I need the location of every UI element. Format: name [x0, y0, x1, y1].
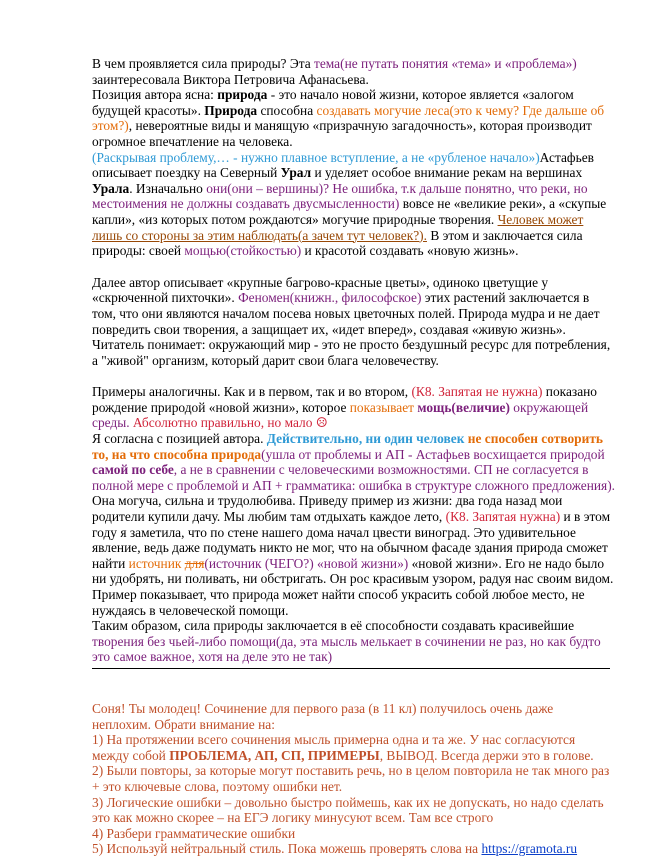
text: Таким образом, сила природы заключается в её способности создавать красивейшие	[92, 618, 575, 634]
comment-forests: создавать могучие леса(это к чему? Где дальше об этом?)	[92, 102, 605, 134]
text: и уделяет особое внимание рекам на вершинах	[311, 165, 583, 181]
text: Она могуча, сильна и трудолюбива. Приведу пример из жизни: два года назад мои родители купили дачу. Мы любим там отдыхать каждое лето,	[92, 493, 563, 525]
essay-paragraph-6	[92, 431, 615, 618]
feedback-item-4: 4) Разбери грамматические ошибки	[92, 825, 296, 841]
text: способна	[257, 102, 317, 118]
text: В чем проявляется сила природы? Эта	[92, 56, 314, 71]
text: 1) На протяжении всего сочинения мысль примерна одна и та же. У нас согласуются между собой	[92, 732, 576, 763]
text: Астафьев описывает поездку на Северный	[92, 149, 594, 181]
text: , ВЫВОД. Всегда держи это в голове.	[379, 747, 594, 763]
feedback-intro: Соня! Ты молодец! Сочинение для первого раза (в 11 кл) получилось очень даже неплохим. Обрати внимание на:	[92, 700, 554, 732]
essay-paragraph-3	[92, 150, 615, 259]
text: 5) Используй нейтральный стиль. Пока можешь проверять слова на	[92, 841, 482, 857]
comment-phenomenon: Феномен(книжн., философское)	[238, 290, 422, 306]
feedback-item-3: 3) Логические ошибки – довольно быстро поймешь, как их не допускать, но надо сделать это как можно скорее – на ЕГЭ логику минусуют всем. Там все строго	[92, 794, 604, 826]
text: и красотой создавать «новую жизнь».	[301, 243, 519, 259]
comment-position-bold: самой по себе	[92, 462, 174, 478]
gramota-link[interactable]: https://gramota.ru	[481, 841, 578, 857]
text: вовсе не «великие реки», а «скупые капли», «из которых потом рождаются» могучие природные творения.	[92, 196, 607, 227]
bold-keyword: Урала	[92, 180, 130, 196]
text: «новой жизни». Его не надо было ни удобрять, ни поливать, ни обстригать. Он рос красивым узором, радуя нас своим видом. Пример показывает, что природа может найти способ украсить собой любое место, не нуждаясь в человеческой помощи.	[92, 555, 614, 618]
feedback-item-1	[92, 732, 615, 763]
text: . Изначально	[129, 180, 207, 196]
text: этих растений заключается в том, что они являются началом посева новых цветочных полей. Природа мудра и не дает повредить свои творения, а защищает их, «идет вперед», создавая «живую жизнь». Читатель понимает: окружающий мир - это не просто бездушный ресурс для потребления, а "живой" организм, который дарит свои блага человечеству.	[92, 290, 611, 368]
comment-source: источник	[128, 555, 185, 571]
comment-position: (ушла от проблемы и АП - Астафьев восхищается природой	[261, 446, 605, 462]
feedback-item-2: 2) Были повторы, за которые могут поставить речь, но в целом повторила не так много раз + это ключевые слова, поэтому ошибки нет.	[92, 763, 610, 794]
essay-conclusion	[92, 618, 615, 665]
comment-power: мощью(стойкостью)	[184, 243, 302, 259]
text: Далее автор описывает «крупные багрово-красные цветы», одиноко цветущие у «скрюченной пихточки».	[92, 274, 549, 306]
text: В этом и заключается сила природы: своей	[92, 227, 583, 259]
bold-keyword: Урал	[280, 165, 312, 181]
highlight-capable: не способен сотворить то, на что способна природа	[92, 431, 604, 462]
text: Я согласна с позицией автора.	[92, 431, 267, 447]
bold-keyword: природа	[217, 87, 268, 103]
text: , невероятные виды и манящую «призрачную загадочность», которая производит огромное впечатление на человека.	[92, 118, 592, 149]
bold-keyword: Природа	[204, 102, 258, 118]
comment-theme: тема(не путать понятия «тема» и «проблема»)	[314, 56, 577, 71]
comment-human: Человек может лишь со стороны за этим наблюдать(а зачем тут человек?).	[92, 211, 584, 243]
text: Позиция автора ясна:	[92, 87, 218, 103]
comment-conclusion: творения без чьей-либо помощи(да, эта мысль мелькает в сочинении не раз, но как будто это самое важное, хотя на деле это не так)	[92, 633, 601, 665]
comment-pronoun: они(они – вершины)? Не ошибка, т.к дальше понятно, что реки, но местоимения не должны создавать двусмысленности)	[92, 180, 588, 212]
text: Примеры аналогичны. Как и в первом, так и во втором,	[92, 384, 412, 400]
comment-source-question: (источник (ЧЕГО?) «новой жизни»)	[204, 555, 409, 571]
text: заинтересовала Виктора Петровича Афанасьева.	[92, 71, 369, 87]
essay-document	[92, 56, 615, 857]
comment-repeat: показывает	[349, 399, 415, 415]
comment-k8-comma-needed: (К8. Запятая нужна)	[445, 509, 561, 525]
text: показано рождение природой «новой жизни», которое	[92, 384, 598, 415]
teacher-feedback	[92, 701, 615, 857]
bold-keyword: ПРОБЛЕМА, АП, СП, ПРИМЕРЫ	[169, 747, 380, 763]
highlight-nobody: Действительно, ни один человек	[266, 431, 465, 447]
text: - это начало новой жизни, которое является «залогом будущей красоты».	[92, 87, 574, 118]
essay-paragraph-5	[92, 384, 615, 431]
essay-paragraph-4	[92, 275, 615, 369]
text: и в этом году я заметила, что по стене нашего дома начал цвести виноград. Это удивительное явление, ведь даже подумать никто не мог, что на обычном фасаде здания природа сможет найти	[92, 509, 611, 571]
essay-paragraph-2	[92, 87, 615, 149]
comment-position: , а не в сравнении с человеческими возможностями. СП не согласуется в полной мере с проблемой и АП + грамматика: ошибка в структуре сложного предложения).	[92, 462, 616, 493]
essay-paragraph-1	[92, 56, 615, 87]
comment-little: Абсолютно правильно, но мало ☹	[132, 415, 328, 431]
text: окружающей среды.	[92, 399, 589, 431]
comment-k8-comma: (К8. Запятая не нужна)	[411, 384, 543, 400]
comment-intro: (Раскрывая проблему,… - нужно плавное вступление, а не «рубленое начало»)	[92, 149, 540, 165]
comment-greatness: мощь(величие)	[417, 399, 510, 415]
feedback-item-5	[92, 841, 615, 857]
struck-word: для	[184, 555, 205, 571]
